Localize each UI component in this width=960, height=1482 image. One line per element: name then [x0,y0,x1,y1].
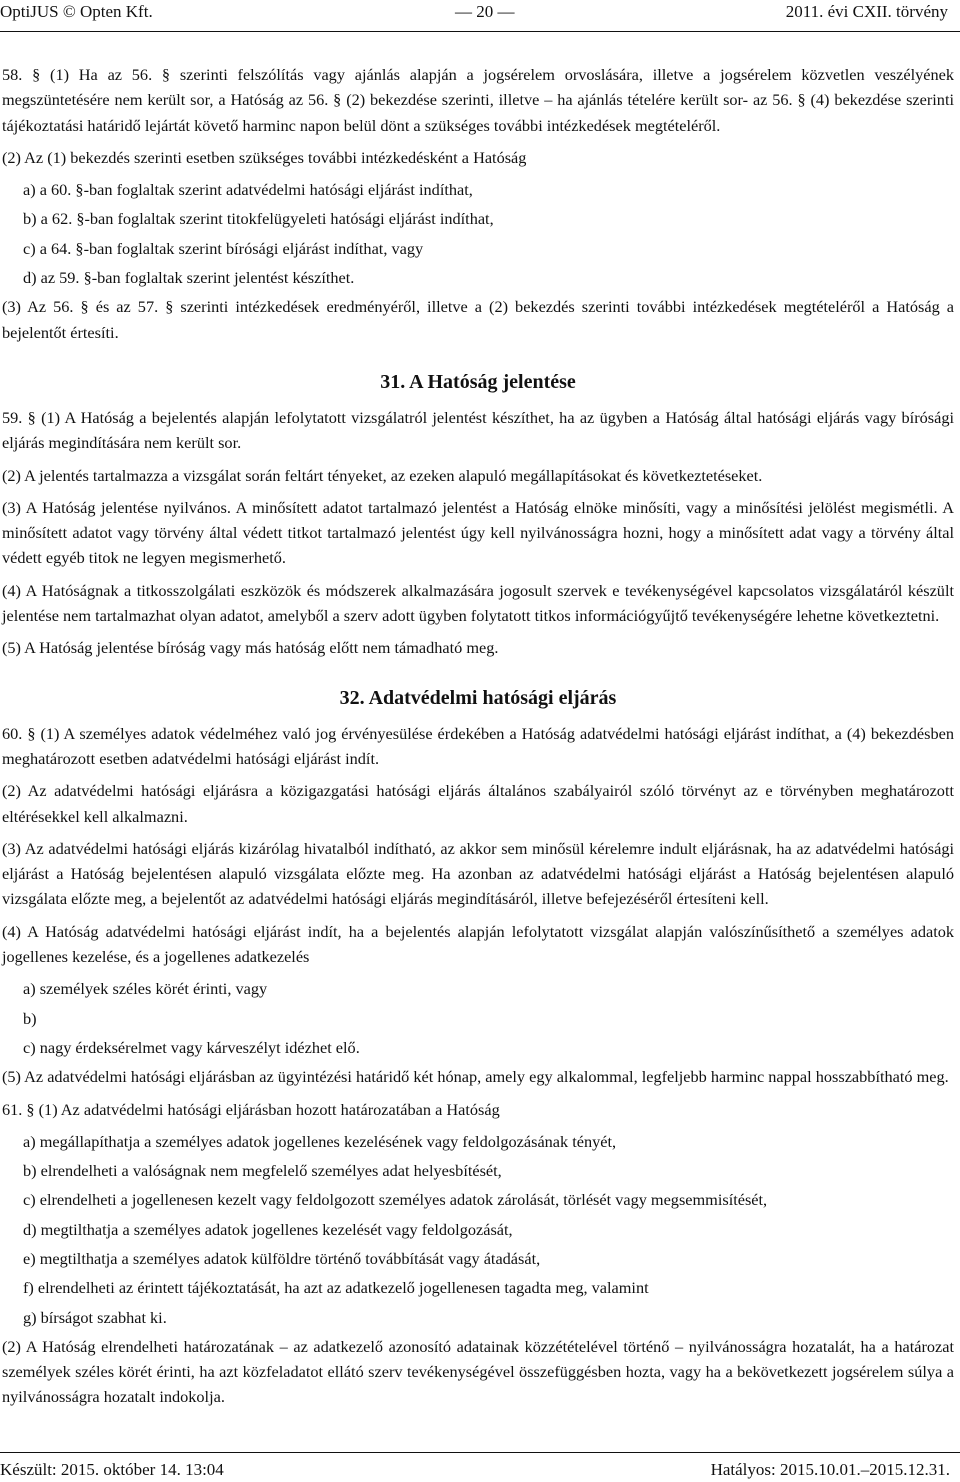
list-item: a) megállapíthatja a személyes adatok jogellenes kezelésének vagy feldolgozásának tényét, [23,1131,617,1151]
paragraph-58-1: 58. § (1) Ha az 56. § szerinti felszólítás vagy ajánlás alapján a jogsérelem orvoslására, illetve a jogsérelem közvetlen veszélyének megszüntetésére nem került sor, a Hatóság az 56. § (2) bekezdése szerinti, illetve – ha ajánlás tételére került sor- az 56. § (4) bekezdése szerinti tájékoztatási határidő lejártát követő harminc napon belül dönt a szükséges további intézkedések megtételéről. [2,65,954,135]
paragraph-59-3: (3) A Hatóság jelentése nyilvános. A minősített adatot tartalmazó jelentést a Hatóság elnöke minősíti, vagy a minősítési jelölést megismétli. A minősített adatot vagy törvény által védett titkot tartalmazó jelentést úgy kell nyilvánosságra hozni, hogy a minősített adat vagy a törvény által védett egyéb titok ne legyen megismerhető. [2,497,954,568]
footer-effective-period: Hatályos: 2015.10.01.–2015.12.31. [710,1460,950,1479]
paragraph-60-3: (3) Az adatvédelmi hatósági eljárás kizárólag hivatalból indítható, az akkor sem minősül kérelemre indult eljárásnak, ha az adatvédelmi hatósági eljárást a Hatóság bejelentésen alapuló vizsgálata előzte meg. Ha azonban az adatvédelmi hatósági eljárást a Hatóság bejelentésen alapuló vizsgálata előzte meg, a bejelentőt az adatvédelmi hatósági eljárás megindításáról, illetve befejezéséről értesíteni kell. [2,838,954,909]
header-divider [0,31,960,32]
list-item: c) nagy érdeksérelmet vagy kárveszélyt idézhet elő. [23,1037,360,1057]
paragraph-59-1: 59. § (1) A Hatóság a bejelentés alapján lefolytatott vizsgálatról jelentést készíthet, ha az ügyben a Hatóság által hatósági eljárás vagy bírósági eljárás megindítására nem került sor. [2,407,954,453]
list-item: b) [23,1008,37,1028]
paragraph-60-2: (2) Az adatvédelmi hatósági eljárásra a közigazgatási hatósági eljárás általános szabályairól szóló törvényt az e törvényben meghatározott eltérésekkel kell alkalmazni. [2,781,954,826]
footer-created-date: Készült: 2015. október 14. 13:04 [0,1460,224,1479]
list-item: d) megtilthatja a személyes adatok jogellenes kezelését vagy feldolgozását, [23,1219,513,1239]
footer-divider [0,1452,960,1453]
header-publisher: OptiJUS © Opten Kft. [0,2,153,21]
paragraph-59-2: (2) A jelentés tartalmazza a vizsgálat során feltárt tényeket, az ezeken alapuló megállapításokat és következtetéseket. [2,465,763,485]
list-item: b) a 62. §-ban foglaltak szerint titokfelügyeleti hatósági eljárást indíthat, [23,209,494,229]
paragraph-60-1: 60. § (1) A személyes adatok védelméhez való jog érvényesülése érdekében a Hatóság adatvédelmi hatósági eljárást indíthat, a (4) bekezdésben meghatározott esetben adatvédelmi hatósági eljárást indít. [2,723,954,768]
list-item: f) elrendelheti az érintett tájékoztatását, ha azt az adatkezelő jogellenesen tagadta meg, valamint [23,1278,649,1298]
list-item: g) bírságot szabhat ki. [23,1307,167,1327]
paragraph-61-1: 61. § (1) Az adatvédelmi hatósági eljárásban hozott határozatában a Hatóság [2,1099,500,1119]
page-footer [0,1458,960,1482]
paragraph-59-4: (4) A Hatóságnak a titkosszolgálati eszközök és módszerek alkalmazására jogosult szervek e tevékenységével kapcsolatos vizsgálatáról készült jelentése nem tartalmazhat olyan adatot, amelyből a szerv adott ügyben folytatott titkos információgyűjtő tevékenységére lehetne következtetni. [2,580,954,626]
paragraph-61-2: (2) A Hatóság elrendelheti határozatának – az adatkezelő azonosító adatainak közzétételével történő – nyilvánosságra hozatalát, ha a határozat személyek széles körét érinti, ha azt közfeladatot ellátó szerv tevékenységével összefüggésben hozta, vagy ha a bekövetkezett jogsérelem súlya a nyilvánosságra hozatalt indokolja. [2,1336,954,1407]
paragraph-60-5: (5) Az adatvédelmi hatósági eljárásban az ügyintézési határidő két hónap, amely egy alkalommal, legfeljebb harminc nappal hosszabbítható meg. [2,1067,949,1087]
paragraph-58-2: (2) Az (1) bekezdés szerinti esetben szükséges további intézkedésként a Hatóság [2,147,527,167]
header-law-title: 2011. évi CXII. törvény [785,2,948,21]
page-number: — 20 — [455,2,515,21]
section-title-32: 32. Adatvédelmi hatósági eljárás [339,686,617,709]
list-item: a) a 60. §-ban foglaltak szerint adatvédelmi hatósági eljárást indíthat, [23,180,473,200]
list-item: b) elrendelheti a valóságnak nem megfelelő személyes adat helyesbítését, [23,1161,502,1181]
list-item: c) elrendelheti a jogellenesen kezelt vagy feldolgozott személyes adatok zárolását, törlését vagy megsemmisítését, [23,1190,768,1210]
paragraph-60-4: (4) A Hatóság adatvédelmi hatósági eljárást indít, ha a bejelentés alapján lefolytatott vizsgálat alapján valószínűsíthető a személyes adatok jogellenes kezelése, és a jogellenes adatkezelés [2,921,954,967]
document-body [2,62,954,1417]
list-item: e) megtilthatja a személyes adatok külföldre történő továbbítását vagy átadását, [23,1248,541,1268]
paragraph-58-3: (3) Az 56. § és az 57. § szerinti intézkedések eredményéről, illetve a (2) bekezdés szerinti további intézkedések megtételéről a Hatóság a bejelentőt értesíti. [2,297,954,342]
list-item: c) a 64. §-ban foglaltak szerint bírósági eljárást indíthat, vagy [23,238,424,258]
list-item: d) az 59. §-ban foglaltak szerint jelentést készíthet. [23,268,355,288]
list-item: a) személyek széles körét érinti, vagy [23,979,268,999]
page-header [0,0,960,24]
paragraph-59-5: (5) A Hatóság jelentése bíróság vagy más hatóság előtt nem támadható meg. [2,638,499,658]
section-title-31: 31. A Hatóság jelentése [380,370,576,393]
